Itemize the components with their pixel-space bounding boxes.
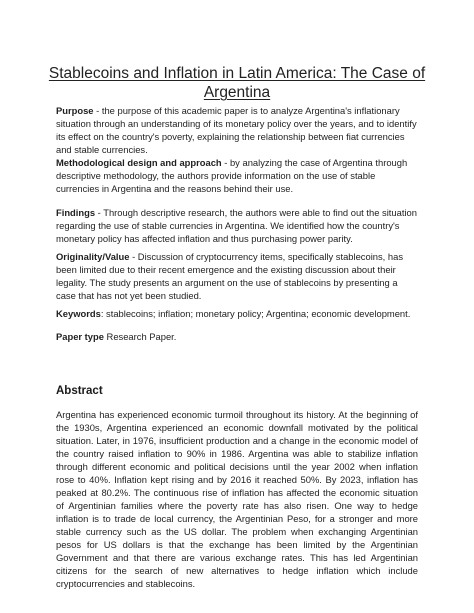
methodology-label: Methodological design and approach: [56, 157, 222, 168]
paper-type-label: Paper type: [56, 331, 104, 342]
findings-text: - Through descriptive research, the authors were able to find out the situation regarding the use of stable currencies in Argentina. We identified how the country's monetary policy has affected inflation and thus purchasing power parity.: [56, 207, 417, 244]
abstract-heading: Abstract: [56, 385, 103, 397]
abstract-text: Argentina has experienced economic turmoil throughout its history. At the beginning of the 1930s, Argentina experienced an economic downfall motivated by the political situation. Later, in 1976, insufficient production and a change in the economic model of the country raised inflation to 90% in 1986. Argentina was able to stabilize inflation through different economic and political decisions until the year 2002 when inflation rose to 40%. Inflation kept rising and by 2016 it reached 50%. By 2023, inflation has peaked at 80.2%. The continuous rise of inflation has affected the economic situation of Argentinian families where the poverty rate has also risen. One way to hedge inflation is to trade de local currency, the Argentinian Peso, for a stronger and more stable currency such as the US dollar. The problem when exchanging Argentinian pesos for US dollars is that the exchange has been limited by the Argentinian Government and that there are various exchange rates. This has led Argentinian citizens for the search of new alternatives to hedge inflation which include cryptocurrencies and stablecoins.: [56, 409, 418, 589]
paper-type-paragraph: [56, 330, 418, 343]
paper-type-text: Research Paper.: [103, 331, 177, 342]
findings-label: Findings: [56, 207, 96, 218]
purpose-label: Purpose: [56, 105, 94, 116]
methodology-paragraph: [56, 156, 418, 195]
originality-text: - Discussion of cryptocurrency items, specifically stablecoins, has been limited due to their recent emergence and the existing discussion about their legality. The study presents an argument on the use of stablecoins by presenting a case that has not yet been studied.: [56, 251, 404, 301]
keywords-paragraph: [56, 307, 418, 320]
paper-title: Stablecoins and Inflation in Latin America: The Case of Argentina: [48, 65, 426, 101]
purpose-text: - the purpose of this academic paper is to analyze Argentina's inflationary situation through an understanding of its monetary policy over the years, and to identify its effect on the country's poverty, explaining the relationship between fiat currencies and stable currencies.: [56, 105, 417, 155]
purpose-paragraph: [56, 104, 418, 156]
methodology-text: - by analyzing the case of Argentina through descriptive methodology, the authors provide information on the use of stable currencies in Argentina and the reasons behind their use.: [56, 157, 408, 194]
keywords-text: : stablecoins; inflation; monetary policy; Argentina; economic development.: [100, 308, 411, 319]
originality-paragraph: [56, 250, 418, 302]
findings-paragraph: [56, 206, 418, 245]
keywords-label: Keywords: [56, 308, 101, 319]
originality-label: Originality/Value: [56, 251, 130, 262]
